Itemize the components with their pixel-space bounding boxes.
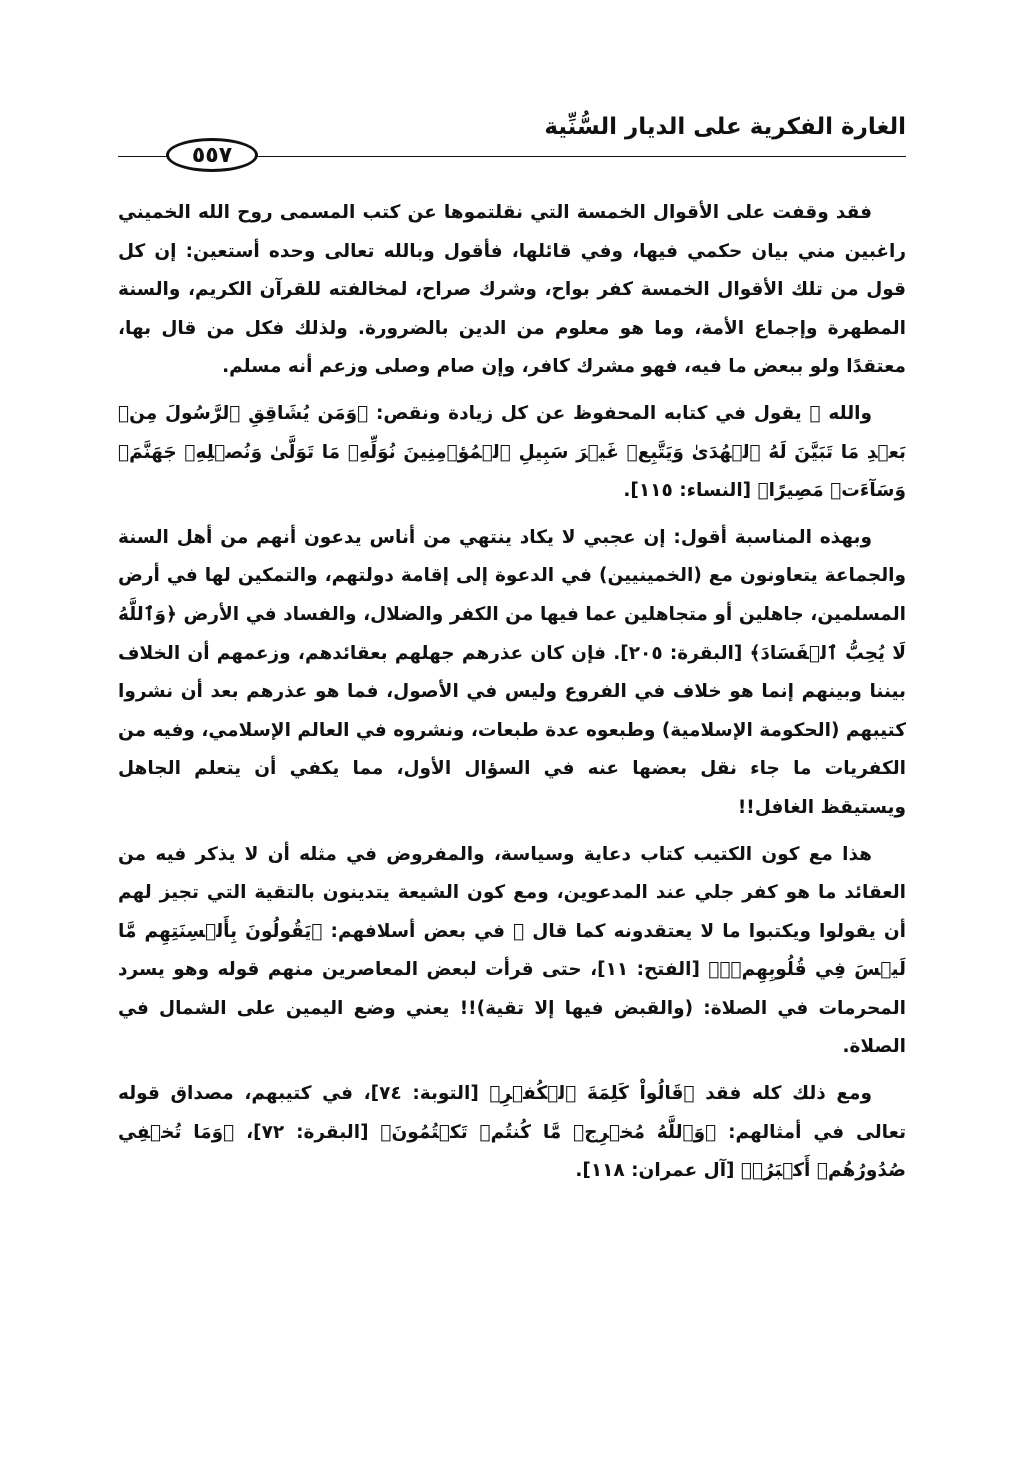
paragraph-2: والله ﷻ يقول في كتابه المحفوظ عن كل زيادة ونقص: ﴿وَمَن يُشَاقِقِ ٱلرَّسُولَ مِنۢ بَعۡدِ مَا تَبَيَّنَ لَهُ ٱلۡهُدَىٰ وَيَتَّبِعۡ غَيۡرَ سَبِيلِ ٱلۡمُؤۡمِنِينَ نُوَلِّهِۦ مَا تَوَلَّىٰ وَنُصۡلِهِۦ جَهَنَّمَۖ وَسَآءَتۡ مَصِيرًا﴾ [النساء: ١١٥]. <box>118 402 906 502</box>
paragraph-3: وبهذه المناسبة أقول: إن عجبي لا يكاد ينتهي من أناس يدعون أنهم من أهل السنة والجماعة يتعاونون مع (الخمينيين) في الدعوة إلى إقامة دولتهم، والتمكين لها في أرض المسلمين، جاهلين أو متجاهلين عما فيها من الكفر والضلال، والفساد في الأرض ﴿وَٱللَّهُ لَا يُحِبُّ ٱلۡفَسَادَ﴾ [البقرة: ٢٠٥]. فإن كان عذرهم جهلهم بعقائدهم، وزعمهم أن الخلاف بيننا وبينهم إنما هو خلاف في الفروع وليس في الأصول، فما هو عذرهم بعد أن نشروا كتيبهم (الحكومة الإسلامية) وطبعوه عدة طبعات، ونشروه في العالم الإسلامي، وفيه من الكفريات ما جاء نقل بعضها عنه في السؤال الأول، مما يكفي أن يتعلم الجاهل ويستيقظ الغافل!! <box>118 526 907 818</box>
paragraph-4: هذا مع كون الكتيب كتاب دعاية وسياسة، والمفروض في مثله أن لا يذكر فيه من العقائد ما هو كفر جلي عند المدعوين، ومع كون الشيعة يتدينون بالتقية التي تجيز لهم أن يقولوا ويكتبوا ما لا يعتقدونه كما قال ﷻ في بعض أسلافهم: ﴿يَقُولُونَ بِأَلۡسِنَتِهِم مَّا لَيۡسَ فِي قُلُوبِهِمۡۚ﴾ [الفتح: ١١]، حتى قرأت لبعض المعاصرين منهم قوله وهو يسرد المحرمات في الصلاة: (والقبض فيها إلا تقية)!! يعني وضع اليمين على الشمال في الصلاة. <box>118 843 906 1058</box>
paragraph-1: فقد وقفت على الأقوال الخمسة التي نقلتموها عن كتب المسمى روح الله الخميني راغبين مني بيان حكمي فيها، وفي قائلها، فأقول وبالله تعالى وحده أستعين: إن كل قول من تلك الأقوال الخمسة كفر بواح، وشرك صراح، لمخالفته للقرآن الكريم، والسنة المطهرة وإجماع الأمة، وما هو معلوم من الدين بالضرورة. ولذلك فكل من قال بها، معتقدًا ولو ببعض ما فيه، فهو مشرك كافر، وإن صام وصلى وزعم أنه مسلم. <box>118 202 906 378</box>
body-text <box>118 194 906 1199</box>
page-header <box>118 112 906 172</box>
page-number: ٥٥٧ <box>191 142 233 168</box>
paragraph-5: ومع ذلك كله فقد ﴿قَالُواْ كَلِمَةَ ٱلۡكُفۡرِ﴾ [التوبة: ٧٤]، في كتيبهم، مصداق قوله تعالى في أمثالهم: ﴿وَٱللَّهُ مُخۡرِجٞ مَّا كُنتُمۡ تَكۡتُمُونَ﴾ [البقرة: ٧٢]، ﴿وَمَا تُخۡفِي صُدُورُهُمۡ أَكۡبَرُۚ﴾ [آل عمران: ١١٨]. <box>118 1083 907 1182</box>
page-number-badge <box>166 138 258 172</box>
running-title: الغارة الفكرية على الديار السُّنِّية <box>544 114 906 140</box>
